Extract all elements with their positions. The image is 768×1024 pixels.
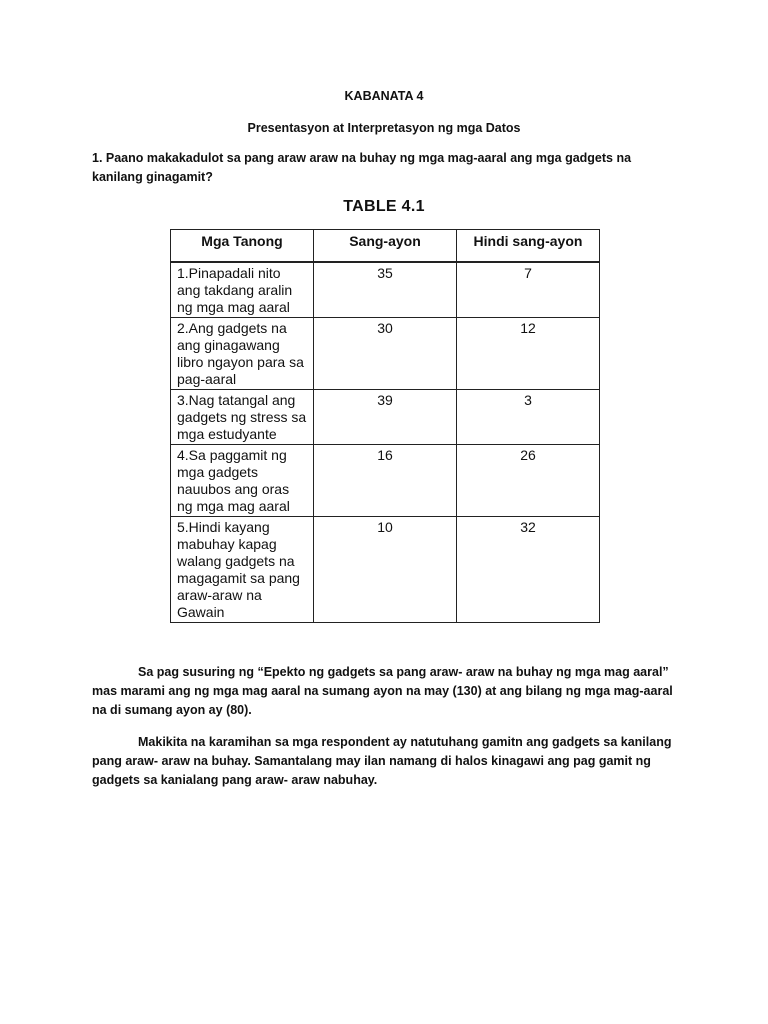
table-row — [171, 262, 600, 318]
hindi-sang-ayon-cell: 7 — [457, 262, 600, 318]
sang-ayon-cell: 16 — [314, 445, 457, 517]
chapter-heading: KABANATA 4 — [344, 89, 424, 103]
sang-ayon-cell: 39 — [314, 390, 457, 445]
header-hindi-sang-ayon: Hindi sang-ayon — [457, 230, 600, 263]
table-row — [171, 517, 600, 623]
table-row — [171, 318, 600, 390]
hindi-sang-ayon-cell: 3 — [457, 390, 600, 445]
sang-ayon-cell: 10 — [314, 517, 457, 623]
header-mga-tanong: Mga Tanong — [171, 230, 314, 263]
question-cell: 1.Pinapadali nito ang takdang aralin ng mga mag aaral — [171, 262, 314, 318]
sang-ayon-cell: 35 — [314, 262, 457, 318]
paragraph-text: Sa pag susuring ng “Epekto ng gadgets sa pang araw- araw na buhay ng mga mag aaral” mas marami ang ng mga mag aaral na sumang ayon na may (130) at ang bilang ng mga mag-aaral na di sumang ayon ay (80). — [92, 665, 673, 717]
research-question: 1. Paano makakadulot sa pang araw araw na buhay ng mga mag-aaral ang mga gadgets na kanilang ginagamit? — [92, 151, 632, 184]
table-row — [171, 390, 600, 445]
header-sang-ayon: Sang-ayon — [314, 230, 457, 263]
table-row — [171, 445, 600, 517]
question-cell: 3.Nag tatangal ang gadgets ng stress sa mga estudyante — [171, 390, 314, 445]
hindi-sang-ayon-cell: 12 — [457, 318, 600, 390]
sang-ayon-cell: 30 — [314, 318, 457, 390]
question-cell: 2.Ang gadgets na ang ginagawang libro ngayon para sa pag-aaral — [171, 318, 314, 390]
table-header-row — [171, 230, 600, 263]
paragraph-text: Makikita na karamihan sa mga respondent ay natutuhang gamitn ang gadgets sa kanilang pang araw- araw na buhay. Samantalang may ilan namang di halos kinagawi ang pag gamit ng gadgets sa kanialang pang araw- araw nabuhay. — [92, 735, 672, 787]
hindi-sang-ayon-cell: 32 — [457, 517, 600, 623]
section-title: Presentasyon at Interpretasyon ng mga Datos — [247, 121, 521, 135]
interpretation-paragraph-1 — [92, 663, 682, 720]
interpretation-paragraph-2 — [92, 733, 682, 790]
data-table — [170, 229, 600, 623]
hindi-sang-ayon-cell: 26 — [457, 445, 600, 517]
question-cell: 4.Sa paggamit ng mga gadgets nauubos ang oras ng mga mag aaral — [171, 445, 314, 517]
question-cell: 5.Hindi kayang mabuhay kapag walang gadgets na magagamit sa pang araw-araw na Gawain — [171, 517, 314, 623]
table-title: TABLE 4.1 — [343, 198, 425, 215]
